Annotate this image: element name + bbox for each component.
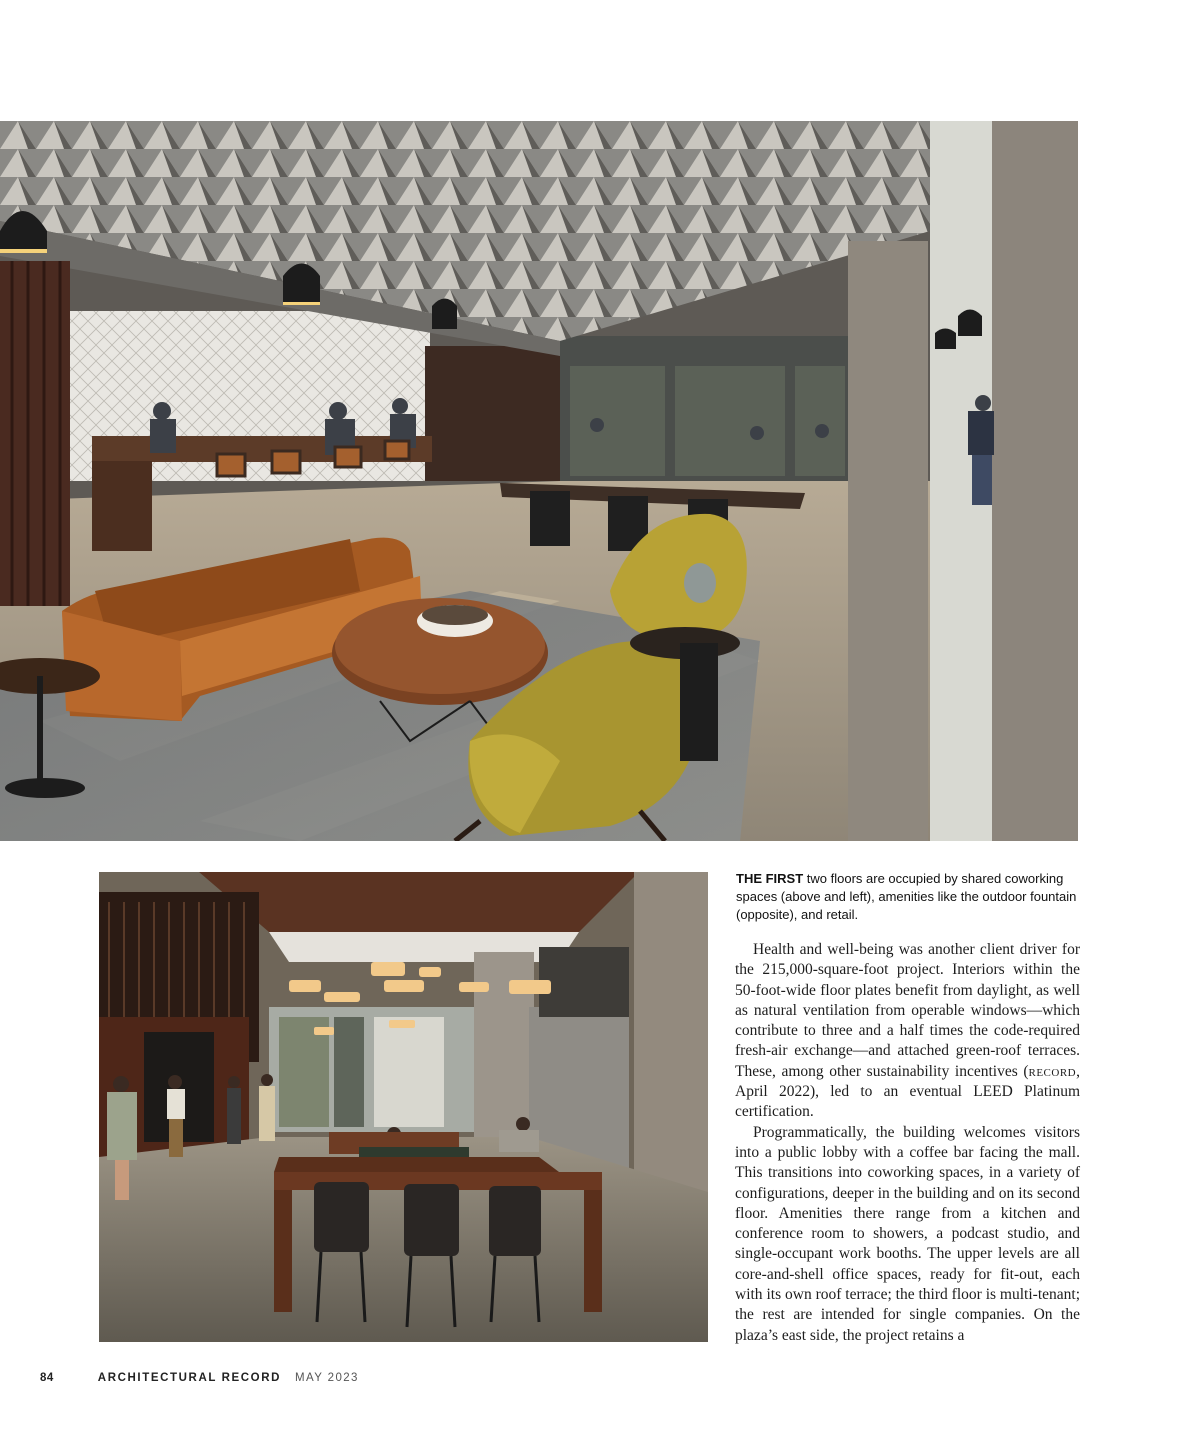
article-body — [735, 940, 1080, 1346]
record-reference: record — [1028, 1062, 1077, 1080]
paragraph-1 — [735, 940, 1080, 1123]
paragraph-1-part-a: Health and well-being was another client driver for the 215,000-square-foot project. Interiors within the 50-foot-wide floor plates benefit from daylight, as well as natural ventilation from operable windows—which contribute to three and a half times the code-required fresh-air exchange—and attached green-roof terraces. These, among other sustainability incentives ( — [735, 941, 1080, 1080]
issue-date: MAY 2023 — [295, 1372, 359, 1384]
magazine-name: ARCHITECTURAL RECORD — [97, 1372, 281, 1384]
page-number: 84 — [40, 1372, 54, 1384]
caption-text: two floors are occupied by shared coworking spaces (above and left), amenities like the outdoor fountain (opposite), and retail. — [736, 871, 1077, 922]
caption-lead: THE FIRST — [736, 871, 804, 886]
page-footer — [40, 1372, 359, 1388]
photo-caption — [736, 870, 1086, 924]
paragraph-1-part-b: , April 2022), led to an eventual LEED Platinum certification. — [735, 1062, 1080, 1121]
coworking-lounge-illustration — [0, 121, 1078, 841]
lobby-coffee-bar-photo — [99, 872, 708, 1342]
lobby-illustration — [99, 872, 708, 1342]
paragraph-2: Programmatically, the building welcomes visitors into a public lobby with a coffee bar facing the mall. This transitions into coworking spaces, in a variety of configurations, deeper in the building and on its second floor. Amenities there range from a kitchen and conference room to showers, a podcast studio, and single-occupant work booths. The upper levels are all core-and-shell office spaces, ready for fit-out, each with its own roof terrace; the third floor is multi-tenant; the rest are intended for single companies. On the plaza’s east side, the project retains a — [735, 1123, 1080, 1344]
coworking-lounge-photo — [0, 121, 1078, 841]
